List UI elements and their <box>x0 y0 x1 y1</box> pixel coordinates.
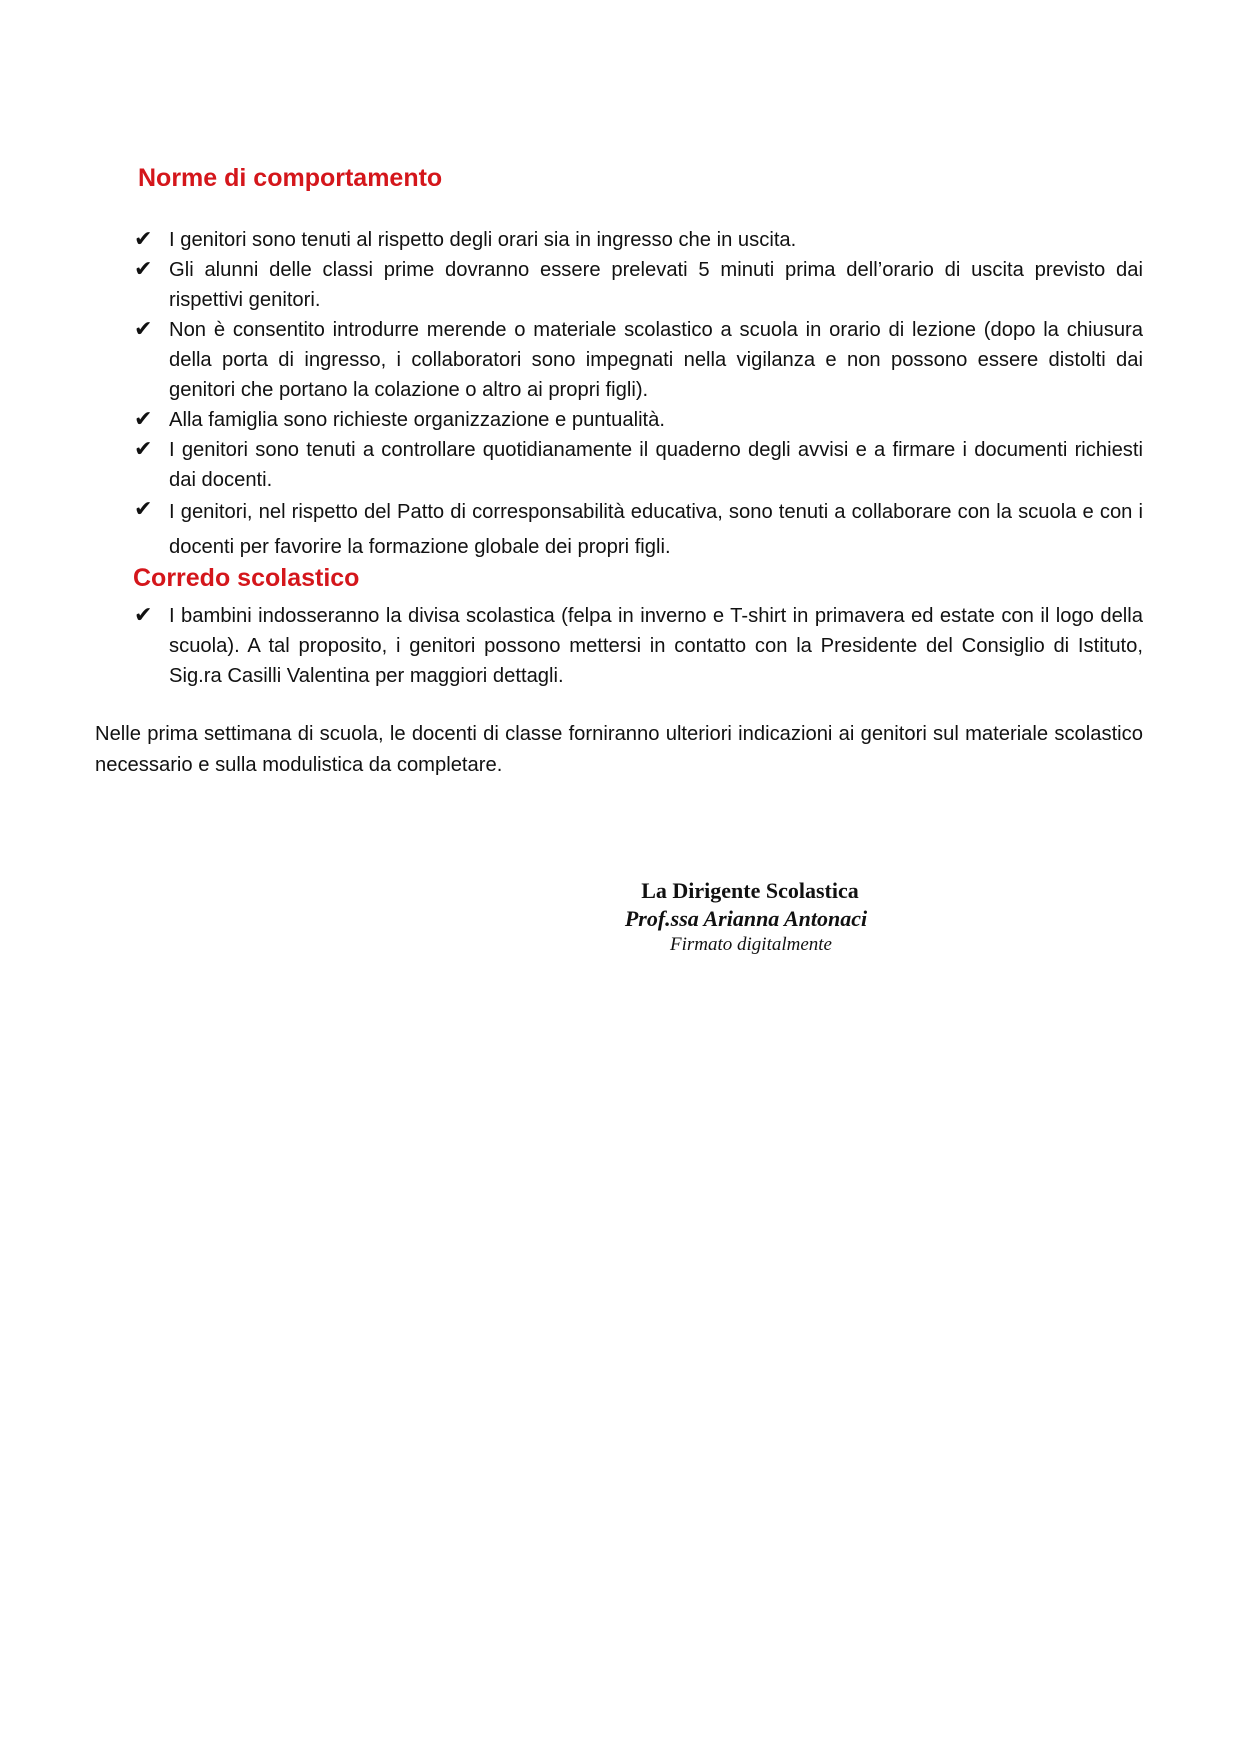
list-item <box>134 405 1143 435</box>
closing-paragraph: Nelle prima settimana di scuola, le docenti di classe forniranno ulteriori indicazioni ai genitori sul materiale scolastico necessario e sulla modulistica da completare. <box>95 723 1143 776</box>
list-item <box>134 255 1143 315</box>
signature-role: La Dirigente Scolastica <box>641 878 859 903</box>
check-mark-icon: ✔ <box>134 407 153 432</box>
list-item <box>134 601 1143 691</box>
list-item-text: I genitori, nel rispetto del Patto di corresponsabilità educativa, sono tenuti a collaborare con la scuola e con i docenti per favorire la formazione globale dei propri figli. <box>169 501 1143 558</box>
list-item-text: I genitori sono tenuti a controllare quotidianamente il quaderno degli avvisi e a firmare i documenti richiesti dai docenti. <box>169 439 1143 491</box>
check-mark-icon: ✔ <box>134 603 153 628</box>
check-mark-icon: ✔ <box>134 257 153 282</box>
behaviour-rules-list <box>134 225 1143 565</box>
check-mark-icon: ✔ <box>134 437 153 462</box>
list-item-text: I bambini indosseranno la divisa scolastica (felpa in inverno e T-shirt in primavera ed estate con il logo della scuola). A tal proposito, i genitori possono mettersi in contatto con la Presidente del Consiglio di Istituto, Sig.ra Casilli Valentina per maggiori dettagli. <box>169 605 1143 687</box>
list-item-text: Gli alunni delle classi prime dovranno essere prelevati 5 minuti prima dell’orario di uscita previsto dai rispettivi genitori. <box>169 259 1143 311</box>
signature-note: Firmato digitalmente <box>669 934 832 955</box>
signature-name: Prof.ssa Arianna Antonaci <box>624 906 868 931</box>
list-item-text: Non è consentito introdurre merende o materiale scolastico a scuola in orario di lezione (dopo la chiusura della porta di ingresso, i collaboratori sono impegnati nella vigilanza e non possono essere distolti dai genitori che portano la colazione o altro ai propri figli). <box>169 319 1143 401</box>
list-item-text: I genitori sono tenuti al rispetto degli orari sia in ingresso che in uscita. <box>169 229 797 251</box>
list-item-text: Alla famiglia sono richieste organizzazione e puntualità. <box>169 409 666 431</box>
check-mark-icon: ✔ <box>134 317 153 342</box>
list-item <box>134 225 1143 255</box>
section-title-supplies: Corredo scolastico <box>133 564 360 592</box>
supplies-list <box>134 601 1143 691</box>
check-mark-icon: ✔ <box>134 227 153 252</box>
list-item <box>134 315 1143 405</box>
list-item <box>134 495 1143 565</box>
check-mark-icon: ✔ <box>134 497 153 522</box>
list-item <box>134 435 1143 495</box>
signature-block <box>560 877 940 957</box>
section-title-behaviour: Norme di comportamento <box>138 164 443 192</box>
